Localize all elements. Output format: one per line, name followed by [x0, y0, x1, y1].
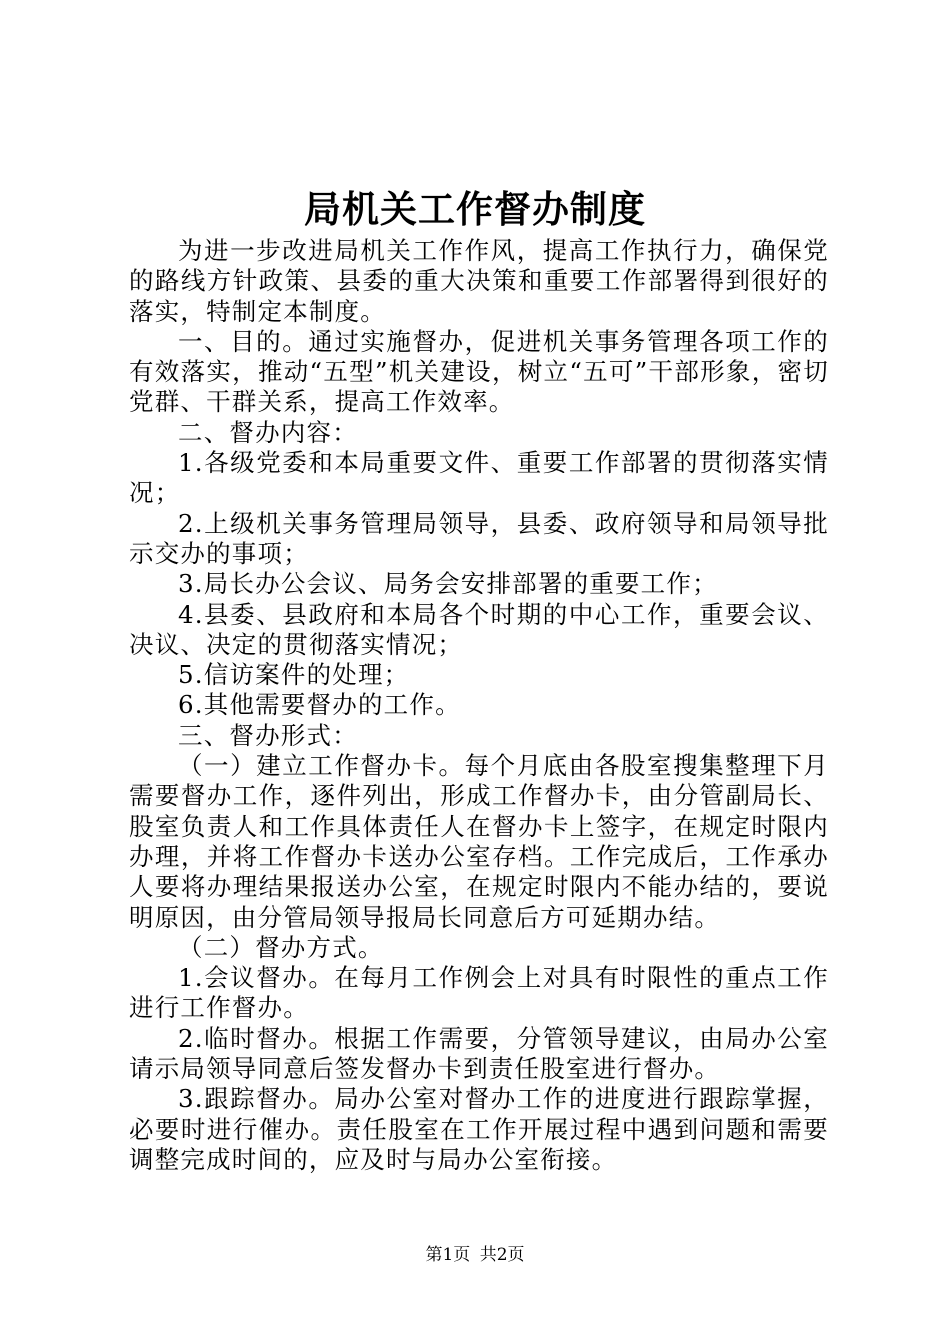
- paragraph: （一）建立工作督办卡。每个月底由各股室搜集整理下月需要督办工作，逐件列出，形成工作督办卡，由分管副局长、股室负责人和工作具体责任人在督办卡上签字，在规定时限内办理，并将工作督办卡送办公室存档。工作完成后，工作承办人要将办理结果报送办公室，在规定时限内不能办结的，要说明原因，由分管局领导报局长同意后方可延期办结。: [129, 751, 829, 932]
- paragraph: 三、督办形式：: [178, 720, 358, 750]
- page-footer: [0, 1244, 950, 1266]
- document-body: [129, 236, 829, 1175]
- paragraph: 3.跟踪督办。局办公室对督办工作的进度进行跟踪掌握，必要时进行催办。责任股室在工作开展过程中遇到问题和需要调整完成时间的，应及时与局办公室衔接。: [129, 1084, 829, 1174]
- paragraph: 二、督办内容：: [178, 417, 358, 447]
- paragraph: 为进一步改进局机关工作作风，提高工作执行力，确保党的路线方针政策、县委的重大决策和重要工作部署得到很好的落实，特制定本制度。: [129, 236, 829, 326]
- paragraph: 4.县委、县政府和本局各个时期的中心工作，重要会议、决议、决定的贯彻落实情况；: [129, 599, 829, 659]
- paragraph: 一、目的。通过实施督办，促进机关事务管理各项工作的有效落实，推动“五型”机关建设，树立“五可”干部形象，密切党群、干群关系，提高工作效率。: [129, 326, 829, 417]
- paragraph: 1.各级党委和本局重要文件、重要工作部署的贯彻落实情况；: [129, 448, 829, 508]
- document-title: 局机关工作督办制度: [304, 187, 646, 231]
- paragraph: 5.信访案件的处理；: [178, 660, 410, 690]
- paragraph: 3.局长办公会议、局务会安排部署的重要工作；: [178, 569, 718, 599]
- page-number: 第1页: [425, 1245, 471, 1265]
- paragraph: （二）督办方式。: [178, 932, 384, 962]
- paragraph: 2.上级机关事务管理局领导，县委、政府领导和局领导批示交办的事项；: [129, 508, 829, 568]
- paragraph: 1.会议督办。在每月工作例会上对具有时限性的重点工作进行工作督办。: [129, 963, 829, 1023]
- paragraph: 2.临时督办。根据工作需要，分管领导建议，由局办公室请示局领导同意后签发督办卡到责任股室进行督办。: [129, 1023, 829, 1084]
- paragraph: 6.其他需要督办的工作。: [178, 690, 461, 720]
- page-total: 共2页: [479, 1245, 525, 1265]
